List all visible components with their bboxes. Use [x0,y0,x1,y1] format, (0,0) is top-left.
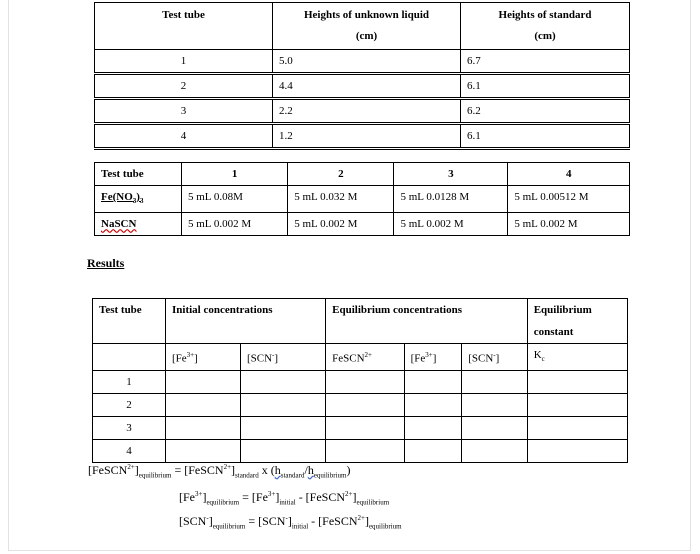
f1-times: x ( [258,463,275,477]
cell-fe-2: 5 mL 0.032 M [288,186,394,213]
f3-eq: = [SCN [245,514,286,528]
cell-tube: 3 [95,99,273,124]
header-standard-line1: Heights of standard [498,9,592,21]
table-row [95,124,630,149]
f1-slash: / [304,463,308,477]
fe-nitrate-label [101,191,144,206]
header-test-tube: Test tube [95,163,182,186]
f3-close2: ] [287,514,292,528]
header-unknown-line2: (cm) [355,30,378,42]
sub-eq-fe [404,344,462,371]
fe-close: ] [194,352,198,365]
header-standard-height [461,3,630,50]
f2-close: ] [202,490,207,504]
solutions-table-header [95,163,630,186]
f3-minus: - [FeSCN [308,514,358,528]
fe-label-sub: 3 [132,197,137,206]
f1-end: ) [346,463,351,477]
cell-scn-2: 5 mL 0.002 M [288,213,394,236]
formula-fe [179,490,389,506]
fe-label-close: ) [136,191,140,203]
header-tube-2: 2 [288,163,394,186]
scn-text: [SCN [468,352,494,365]
header-equilibrium-concentrations: Equilibrium concentrations [326,299,528,344]
table-row [95,50,630,74]
cell-fe-1: 5 mL 0.08M [182,186,288,213]
fe-sup: 3+ [186,351,195,359]
sub-initial-fe [166,344,241,371]
f1-h-std-text: h [274,463,281,477]
f2-sup: 3+ [195,490,203,498]
scn-close: ] [274,352,279,365]
f2-sub-eq: equilibrium [206,498,240,507]
header-test-tube: Test tube [95,3,273,50]
f1-h-eq [307,463,347,480]
cell-tube: 4 [93,440,166,463]
f2-sup2: 3+ [267,490,276,498]
cell-tube: 1 [95,50,273,74]
table-row [95,74,630,99]
cell-fe-4: 5 mL 0.00512 M [508,186,630,213]
f1-h-eq-text: h [307,463,314,477]
f1-h-std [274,463,308,480]
f3-close: ] [208,514,213,528]
f3-close3-wrap [364,514,402,531]
kc-text: K [533,349,542,361]
f2-close-wrap [202,490,240,507]
header-constant-line2: constant [533,326,574,338]
f1-sub-eq: equilibrium [138,471,172,480]
cell-fe-3: 5 mL 0.0128 M [394,186,508,213]
header-unknown-height [273,3,461,50]
cell-scn-3: 5 mL 0.002 M [394,213,508,236]
solutions-table [94,162,630,236]
f1-eq: = [FeSCN [171,463,224,477]
f1-sub-std: standard [235,471,259,480]
row-label-nascn [95,213,182,236]
f3-sub-eq2: equilibrium [368,522,402,531]
cell-unknown: 4.4 [273,74,461,99]
results-table-subheader [93,344,628,371]
header-equilibrium-constant [527,299,627,344]
f2-sub-init: initial [279,498,296,507]
fescn-text: FeSCN [332,352,365,365]
header-tube-1: 1 [182,163,288,186]
header-unknown-line1: Heights of unknown liquid [303,9,430,21]
cell-scn-4: 5 mL 0.002 M [508,213,630,236]
f2-lhs: [Fe [179,490,195,504]
fescn-sup: 2+ [364,351,372,359]
cell-tube: 1 [93,371,166,394]
fe-label-text: Fe(NO [101,191,133,203]
cell-unknown: 2.2 [273,99,461,124]
f3-sup3: 2+ [357,514,365,522]
formula-fescn [88,463,350,479]
f3-sup2: - [285,514,288,522]
cell-standard: 6.7 [461,50,630,74]
fe-close: ] [432,352,437,365]
fe-text: [Fe [172,352,187,365]
cell-tube: 2 [95,74,273,99]
f2-sub-eq2: equilibrium [356,498,390,507]
scn-sup: - [272,351,275,359]
sub-kc [527,344,627,371]
table-row [95,213,630,236]
fe-sup: 3+ [425,351,433,359]
f3-lhs: [SCN [179,514,207,528]
cell-tube: 3 [93,417,166,440]
cell-standard: 6.1 [461,74,630,99]
header-test-tube: Test tube [93,299,166,344]
scn-text: [SCN [246,352,273,365]
table-row [93,417,628,440]
fe-text: [Fe [410,352,426,365]
f3-close3: ] [364,514,369,528]
f2-eq: = [Fe [239,490,268,504]
cell-standard: 6.2 [461,99,630,124]
cell-standard: 6.1 [461,124,630,149]
scn-sup: - [493,351,496,359]
f1-sup: 2+ [127,463,135,471]
header-tube-3: 3 [394,163,508,186]
sub-eq-scn [462,344,527,371]
heights-table-header [95,3,630,50]
f1-sup2: 2+ [223,463,232,471]
cell-unknown: 1.2 [273,124,461,149]
header-tube-4: 4 [508,163,630,186]
f2-close2: ] [275,490,280,504]
table-row [93,371,628,394]
formula-scn [179,514,402,530]
header-constant-line1: Equilibrium [533,304,592,316]
f1-close2: ] [231,463,236,477]
f2-sup3: 2+ [345,490,353,498]
sub-initial-scn [240,344,325,371]
f1-lhs: [FeSCN [88,463,128,477]
row-label-fe-nitrate [95,186,182,213]
table-row [93,394,628,417]
results-table [92,298,628,463]
header-standard-line2: (cm) [534,30,556,42]
f3-sup: - [206,514,209,522]
f3-sub-init: initial [291,522,309,531]
f3-sub-eq: equilibrium [212,522,246,531]
f2-minus: - [FeSCN [295,490,346,504]
scn-close: ] [495,352,500,365]
f1-h-std-sub: standard [280,471,305,480]
cell-tube: 2 [93,394,166,417]
f2-close3: ] [352,490,357,504]
nascn-label: NaSCN [101,218,137,231]
table-row [93,440,628,463]
sub-eq-fescn [326,344,404,371]
f1-close: ] [134,463,139,477]
results-table-header [93,299,628,344]
table-row [95,99,630,124]
cell-unknown: 5.0 [273,50,461,74]
cell-scn-1: 5 mL 0.002 M [182,213,288,236]
f1-h-eq-sub: equilibrium [313,471,347,480]
table-row [95,186,630,213]
fe-label-sub2: 3 [139,197,144,206]
results-heading: Results [87,256,125,270]
header-initial-concentrations: Initial concentrations [166,299,326,344]
kc-sub: c [541,355,545,364]
heights-table [94,2,630,150]
cell-tube: 4 [95,124,273,149]
sub-empty [93,344,166,371]
